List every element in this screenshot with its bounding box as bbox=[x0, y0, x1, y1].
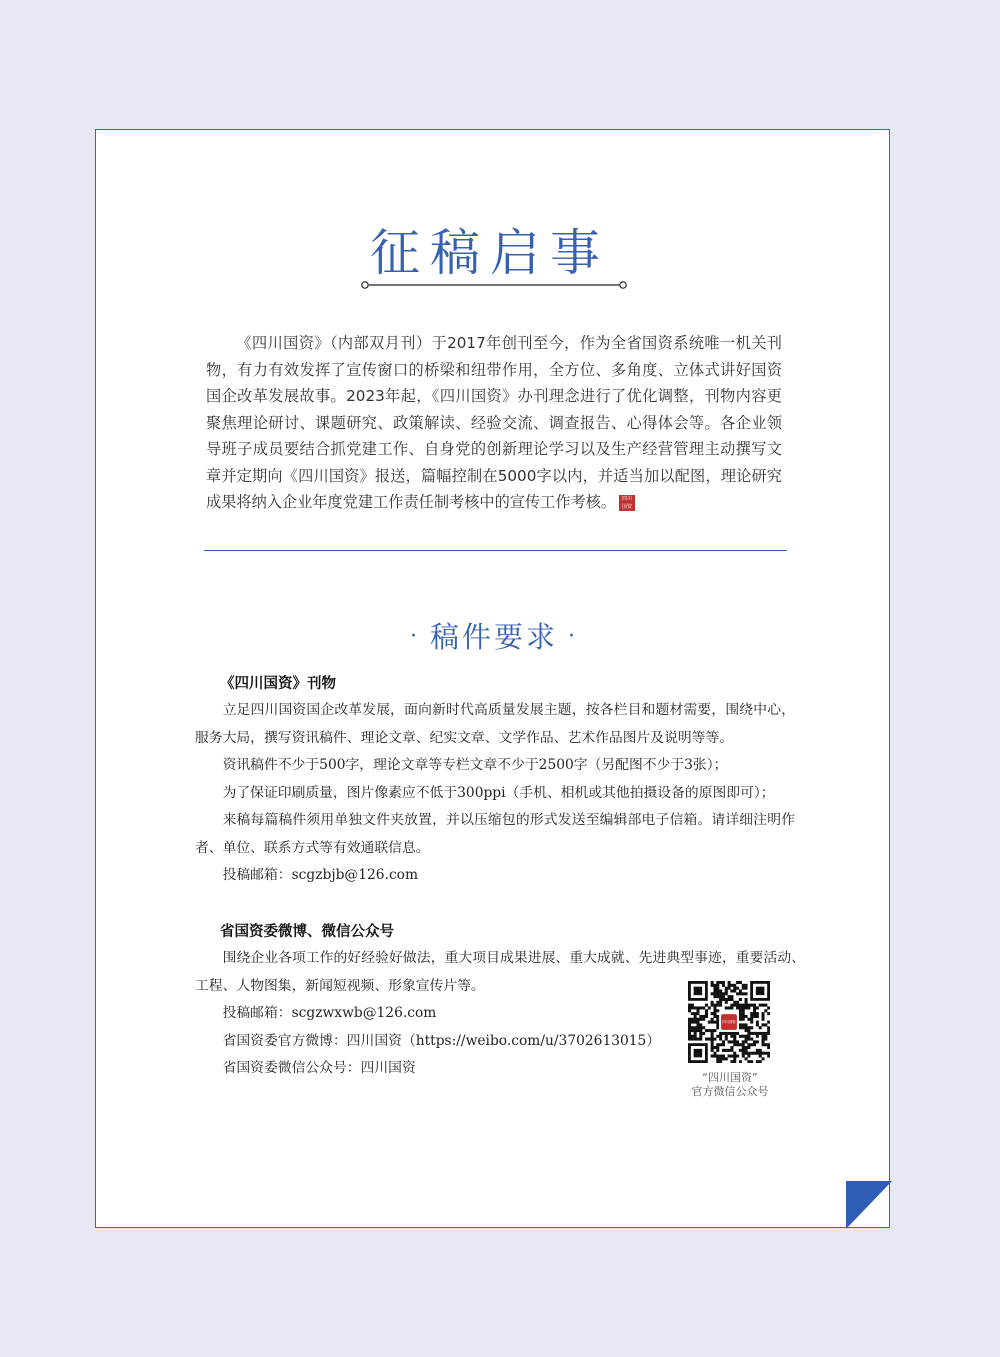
page-fold-corner bbox=[846, 1181, 892, 1229]
seal-logo: 四川 国资 bbox=[619, 495, 635, 511]
magazine-line: 为了保证印刷质量，图片像素应不低于300ppi（手机、相机或其他拍摄设备的原图即可）； bbox=[222, 784, 775, 801]
magazine-line: 来稿每篇稿件须用单独文件夹放置，并以压缩包的形式发送至编辑部电子信箱。请详细注明作者、单位、联系方式等有效通联信息。 bbox=[195, 812, 795, 856]
social-line: 围绕企业各项工作的好经验好做法，重大项目成果进展、重大成就、先进典型事迹，重要活动、工程、人物图集，新闻短视频、形象宣传片等。 bbox=[195, 950, 805, 994]
qr-caption-line-2: 官方微信公众号 bbox=[691, 1085, 769, 1098]
wechat-qr-code bbox=[688, 981, 770, 1063]
section-divider bbox=[204, 550, 787, 551]
magazine-line: 资讯稿件不少于500字，理论文章等专栏文章不少于2500字（另配图不少于3张）； bbox=[222, 757, 728, 773]
svg-text:四川国资: 四川国资 bbox=[722, 1020, 736, 1025]
social-heading: 省国资委微博、微信公众号 bbox=[220, 924, 394, 940]
intro-text: 《四川国资》（内部双月刊）于2017年创刊至今，作为全省国资系统唯一机关刊物，有力有效发挥了宣传窗口的桥梁和纽带作用，全方位、多角度、立体式讲好国资国企改革发展故事。2023年起，《四川国资》办刊理念进行了优化调整，刊物内容更聚焦理论研讨、课题研究、政策解读、经验交流、调查报告、心得体会等。各企业领导班子成员要结合抓党建工作、自身党的创新理论学习以及生产经营管理主动撰写文章并定期向《四川国资》报送，篇幅控制在5000字以内，并适当加以配图，理论研究成果将纳入企业年度党建工作责任制考核中的宣传工作考核。 bbox=[206, 334, 782, 511]
magazine-email[interactable]: 投稿邮箱：scgzbjb@126.com bbox=[222, 867, 419, 883]
qr-caption bbox=[660, 1071, 800, 1099]
section-title: · 稿件要求 · bbox=[409, 620, 578, 654]
title-ornament-line bbox=[360, 280, 628, 290]
social-email[interactable]: 投稿邮箱：scgzwxwb@126.com bbox=[222, 1005, 437, 1021]
intro-paragraph bbox=[206, 330, 782, 516]
magazine-heading: 《四川国资》刊物 bbox=[220, 676, 336, 692]
magazine-line: 立足四川国资国企改革发展，面向新时代高质量发展主题，按各栏目和题材需要，围绕中心，服务大局，撰写资讯稿件、理论文章、纪实文章、文学作品、艺术作品图片及说明等等。 bbox=[195, 702, 795, 746]
social-wechat: 省国资委微信公众号：四川国资 bbox=[222, 1060, 416, 1076]
page-title: 征稿启事 bbox=[370, 224, 610, 282]
magazine-requirements bbox=[195, 697, 795, 890]
section-title-text: 稿件要求 bbox=[429, 620, 558, 654]
qr-caption-line-1: “四川国资” bbox=[702, 1071, 758, 1084]
social-weibo[interactable]: 省国资委官方微博：四川国资（https://weibo.com/u/3702613015） bbox=[222, 1032, 661, 1049]
